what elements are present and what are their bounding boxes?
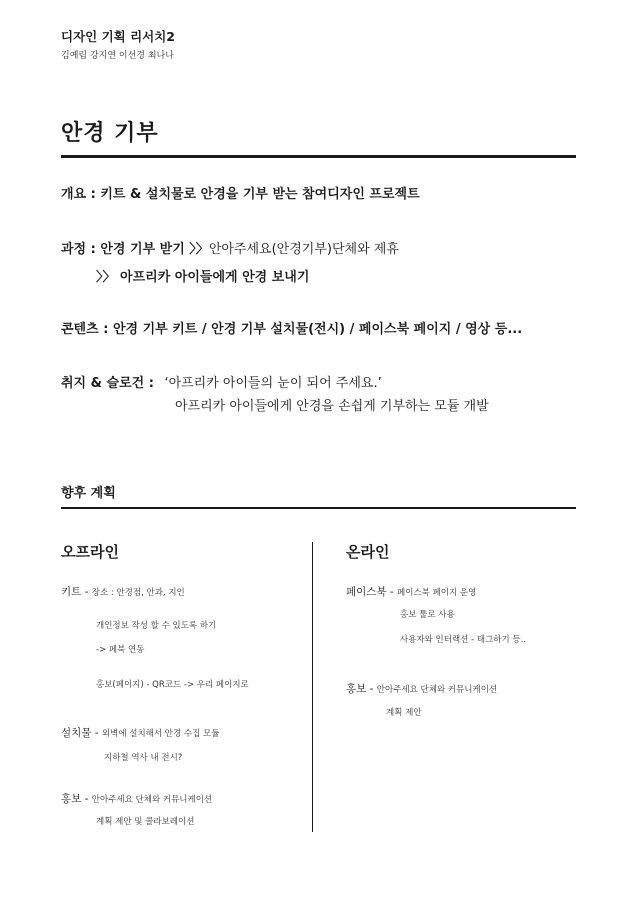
installation-item	[61, 725, 219, 740]
plan-title: 향후 계획	[61, 486, 116, 501]
facebook-text: 페이스북 페이지 운영	[397, 588, 477, 598]
kit-label: 키트 -	[61, 586, 92, 598]
offline-promo-text: 안아주세요 단체와 커뮤니케이션	[91, 795, 213, 805]
process-label: 과정 :	[61, 242, 101, 257]
offline-promo-item	[61, 791, 212, 806]
offline-promo-label: 홍보 -	[61, 793, 92, 805]
course-title: 디자인 기획 리서치2	[61, 29, 176, 44]
kit-sub-1: 개인정보 작성 할 수 있도록 하기	[96, 621, 217, 631]
online-promo-text: 안아주세요 단체와 커뮤니케이션	[376, 685, 498, 695]
process-line	[61, 238, 399, 257]
online-promo-sub-1: 계획 제안	[386, 708, 422, 718]
overview-line	[61, 183, 420, 202]
online-promo-item	[346, 681, 497, 696]
column-divider	[312, 542, 313, 832]
kit-sub-2: -> 페북 연동	[96, 645, 145, 655]
process-step-1: 안경 기부 받기 〉〉	[100, 242, 209, 257]
installation-label: 설치물 -	[61, 727, 102, 739]
kit-sub-3: 홍보(페이지) - QR코드 -> 우리 페이지로	[96, 680, 249, 690]
slogan-label: 취지 & 슬로건 :	[61, 376, 159, 391]
overview-text: 키트 & 설치물로 안경을 기부 받는 참여디자인 프로젝트	[100, 187, 420, 202]
authors: 김예림 강지연 이선경 최나나	[61, 51, 174, 61]
contents-line	[61, 318, 522, 337]
offline-heading: 오프라인	[61, 543, 119, 561]
contents-label: 콘텐츠 :	[61, 322, 113, 337]
purpose-text: 아프리카 아이들에게 안경을 손쉽게 기부하는 모듈 개발	[175, 399, 489, 414]
offline-promo-sub-1: 계획 제안 및 콜라보레이션	[96, 817, 195, 827]
installation-sub-1: 지하철 역사 내 전시?	[104, 753, 183, 763]
facebook-label: 페이스북 -	[346, 586, 398, 598]
kit-item	[61, 584, 185, 599]
contents-text: 안경 기부 키트 / 안경 기부 설치물(전시) / 페이스북 페이지 / 영상 등...	[112, 322, 523, 337]
facebook-sub-1: 홍보 툴로 사용	[400, 610, 455, 620]
plan-divider	[61, 507, 576, 509]
process-partner: 안아주세요(안경기부)단체와 제휴	[208, 242, 399, 257]
slogan-line	[61, 372, 382, 391]
slogan-text: ‘아프리카 아이들의 눈이 되어 주세요.’	[164, 376, 382, 391]
online-promo-label: 홍보 -	[346, 683, 377, 695]
page-title: 안경 기부	[61, 121, 159, 146]
facebook-sub-2: 사용자와 인터랙션 - 태그하기 등..	[400, 635, 527, 645]
online-heading: 온라인	[346, 543, 390, 561]
kit-text: 장소 : 안경점, 안과, 지인	[91, 588, 185, 598]
installation-text: 외벽에 설치해서 안경 수집 모듈	[101, 729, 220, 739]
title-divider	[61, 155, 576, 158]
facebook-item	[346, 584, 476, 599]
process-step-2: 〉〉 아프리카 아이들에게 안경 보내기	[96, 270, 310, 285]
overview-label: 개요 :	[61, 187, 101, 202]
